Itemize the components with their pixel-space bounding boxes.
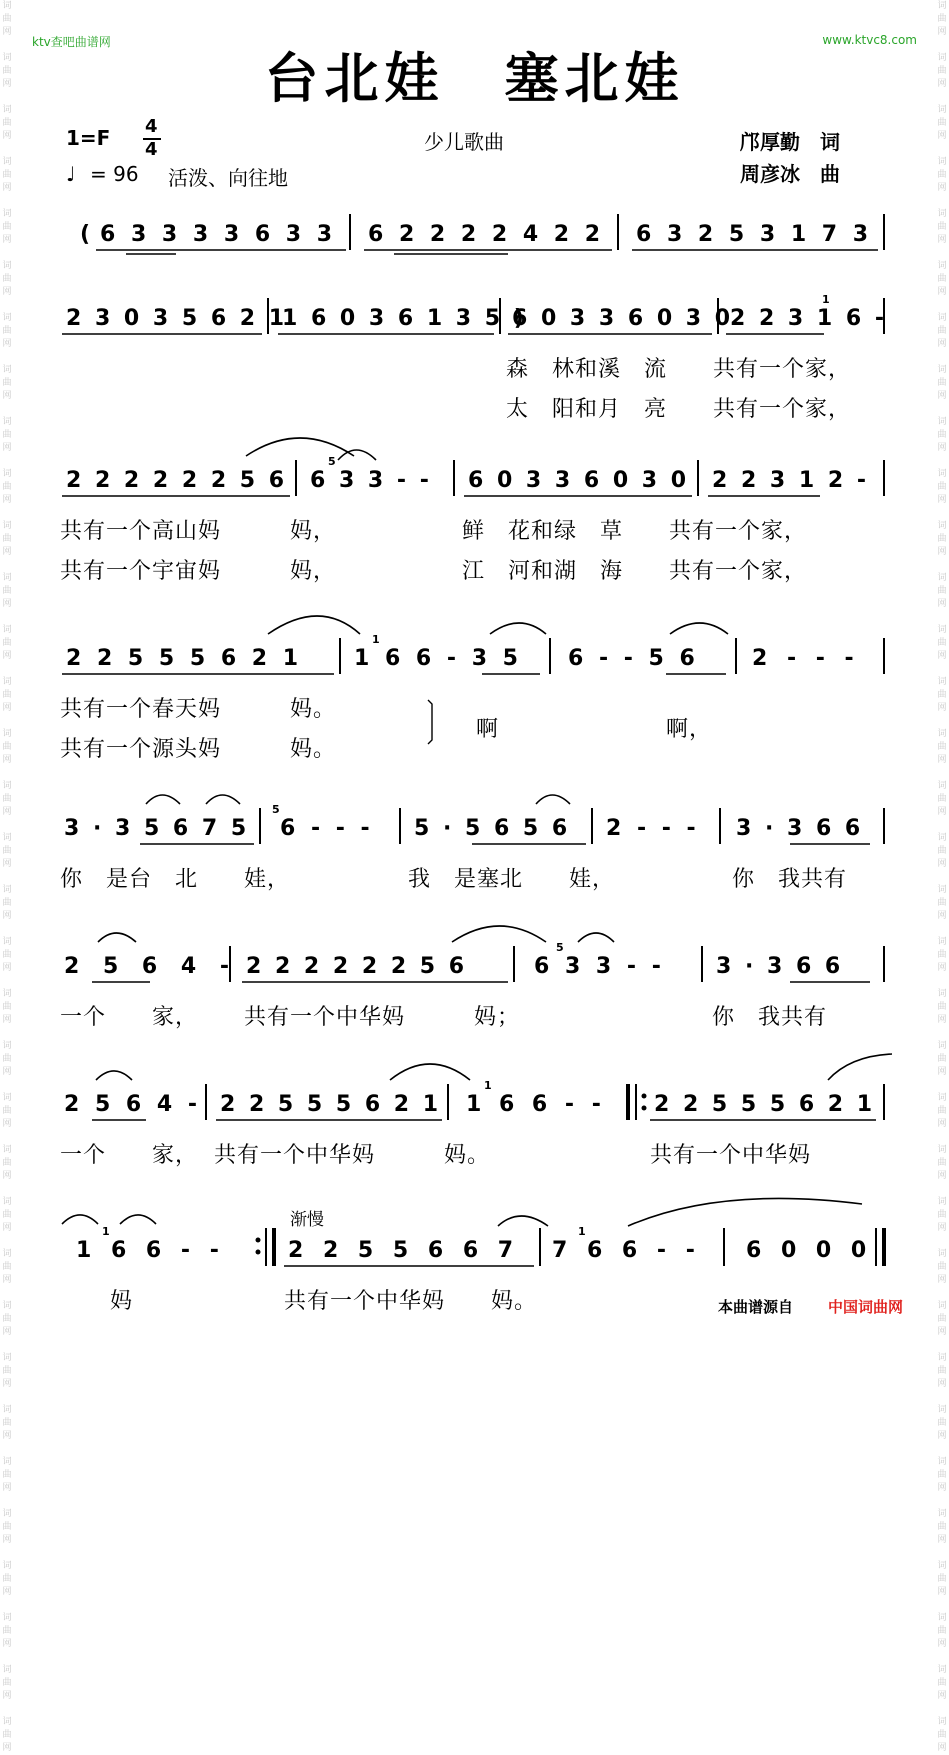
measure-notes: 6 - - 5 6 (568, 646, 699, 671)
beams (62, 250, 878, 1266)
quarter-note-icon: ♩ (66, 162, 76, 186)
song-title: 台北娃 塞北娃 (264, 46, 685, 110)
lyric: 你 我共有 (712, 1005, 828, 1030)
lyric-verse-2: 太 阳和月 亮 共有一个家， (506, 397, 852, 422)
measure-notes: 6 3 2 5 3 1 7 3 (636, 222, 873, 247)
repeat-dot (256, 1250, 261, 1255)
measure-notes: 1 6 0 3 6 1 3 5 ) (282, 306, 527, 331)
measure-notes: 6 0 0 0 (746, 1238, 873, 1263)
measure-notes: 2 - - - (606, 816, 700, 841)
measure-notes: 3 · 3 6 6 (716, 954, 844, 979)
measure-notes: 2 - - - (752, 646, 860, 671)
slur (578, 933, 614, 942)
lyric: 妈 (110, 1289, 134, 1314)
lyric: 共有一个中华妈 妈； (244, 1005, 521, 1030)
measure-notes: 2 2 5 5 5 6 2 1 (654, 1092, 876, 1117)
lyric-verse-1: 共有一个高山妈 妈， (60, 519, 337, 544)
footer-source-label: 本曲谱源自 (718, 1298, 794, 1316)
time-signature-bottom: 4 (145, 139, 158, 160)
measure-notes: 2 2 3 1 6 - (730, 306, 887, 331)
measure-notes: 2 2 2 2 2 2 5 6 (246, 954, 468, 979)
measure-notes: 6 3 3 - - (534, 954, 665, 979)
repeat-dot (642, 1094, 647, 1099)
measure-notes: 7 6 6 - - (552, 1238, 701, 1263)
lyric-chorus: 啊， (666, 717, 713, 742)
slur (490, 623, 546, 634)
slur (390, 1064, 470, 1080)
measure-notes: 1 6 6 - 3 5 (354, 646, 522, 671)
slur (670, 623, 728, 634)
lyric-verse-2: 共有一个宇宙妈 妈， (60, 559, 337, 584)
grace-note: 1 (102, 1225, 110, 1238)
slur (268, 616, 360, 634)
lyric: 我 是塞北 娃， (408, 867, 616, 892)
left-watermark-stripe: 词 曲 网 词 曲 网 词 曲 网 词 曲 网 词 曲 网 词 曲 网 词 曲 网 词 曲 网 词 曲 网 词 曲 网 词 曲 网 词 曲 网 词 曲 网 词 曲 网 词 曲 网 词 曲 网 词 曲 网 词 曲 网 词 曲 网 词 曲 网 词 曲 网 词 曲 网 词 曲 网 词 曲 网 词 曲 网 词 曲 网 词 曲 网 词 曲 网 词 曲 网 词 曲 网 词 曲 网 词 曲 网 词 曲 网 词 曲 网 (2, 1, 12, 1753)
slur (498, 1216, 548, 1226)
tempo-change-marking: 渐慢 (290, 1210, 324, 1230)
lyric-verse-2: 共有一个源头妈 妈。 (60, 737, 337, 762)
barlines (206, 214, 884, 1266)
slur (146, 795, 180, 804)
slurs (62, 438, 892, 1226)
measure-notes: 6 0 3 3 6 0 3 0 (468, 468, 690, 493)
key-signature: 1=F (66, 126, 111, 150)
tempo-marking: = 96 (90, 162, 139, 186)
lyric: 你 我共有 (732, 867, 848, 892)
lyric: 共有一个中华妈 妈。 (284, 1289, 538, 1314)
measure-notes: 6 3 3 - - (310, 468, 432, 493)
slur (628, 1198, 862, 1226)
lyricist-credit: 邝厚勤 词 (740, 130, 840, 154)
slur (96, 1071, 132, 1080)
slur (338, 450, 376, 460)
slur (206, 795, 240, 804)
watermark-right: www.ktvc8.com (822, 33, 917, 47)
measure-notes: 5 · 5 6 5 6 (414, 816, 571, 841)
verse-bracket (428, 700, 432, 744)
measure-notes: 6 0 3 3 6 0 3 0 (512, 306, 734, 331)
lyric: 一个 家， (60, 1005, 199, 1030)
slur (120, 1215, 156, 1224)
right-watermark-stripe: 词 曲 网 词 曲 网 词 曲 网 词 曲 网 词 曲 网 词 曲 网 词 曲 网 词 曲 网 词 曲 网 词 曲 网 词 曲 网 词 曲 网 词 曲 网 词 曲 网 词 曲 网 词 曲 网 词 曲 网 词 曲 网 词 曲 网 词 曲 网 词 曲 网 词 曲 网 词 曲 网 词 曲 网 词 曲 网 词 曲 网 词 曲 网 词 曲 网 词 曲 网 词 曲 网 词 曲 网 词 曲 网 词 曲 网 词 曲 网 (937, 1, 947, 1753)
measure-notes: 2 5 6 4 - (64, 954, 237, 979)
measure-notes: 6 3 3 3 3 6 3 3 (100, 222, 337, 247)
measure-notes: 6 - - - (280, 816, 374, 841)
slur (536, 795, 570, 804)
slur (98, 933, 136, 942)
lyric-verse-1: 森 林和溪 流 共有一个家， (506, 357, 852, 382)
lyric: 一个 家， (60, 1143, 199, 1168)
lyric: 共有一个中华妈 (650, 1143, 812, 1168)
lyric-verse-1: 共有一个春天妈 妈。 (60, 697, 337, 722)
measure-notes: 2 2 5 5 5 6 2 1 (220, 1092, 442, 1117)
measure-notes: 3 · 3 5 6 7 5 (64, 816, 250, 841)
footer-source-name: 中国词曲网 (828, 1298, 904, 1316)
measure-notes: 2 2 2 2 2 2 5 6 (66, 468, 288, 493)
measure-notes: 1 6 6 - - (466, 1092, 606, 1117)
slur (452, 926, 546, 942)
watermark-left: ktv查吧曲谱网 (32, 35, 111, 49)
measure-notes: 1 6 6 - - (76, 1238, 225, 1263)
measure-notes: 2 3 0 3 5 6 2 1 (66, 306, 288, 331)
lyric: 你 是台 北 娃， (60, 867, 291, 892)
open-parenthesis: ( (80, 222, 91, 247)
lyric: 共有一个中华妈 妈。 (214, 1143, 491, 1168)
measure-notes: 2 2 5 5 6 6 7 (288, 1238, 520, 1263)
repeat-dot (256, 1238, 261, 1243)
grace-note: 1 (372, 633, 380, 646)
time-signature-top: 4 (145, 116, 158, 137)
genre-label: 少儿歌曲 (424, 130, 504, 154)
repeat-dot (642, 1106, 647, 1111)
composer-credit: 周彦冰 曲 (740, 162, 840, 186)
measure-notes: 2 2 3 1 2 - (712, 468, 869, 493)
grace-note: 1 (484, 1079, 492, 1092)
slur (62, 1215, 98, 1224)
grace-note: 1 (578, 1225, 586, 1238)
measure-notes: 2 2 5 5 5 6 2 1 (66, 646, 303, 671)
lyric-verse-1: 鲜 花和绿 草 共有一个家， (462, 519, 808, 544)
grace-note: 5 (272, 803, 280, 816)
measure-notes: 2 5 6 4 - (64, 1092, 201, 1117)
lyric-verse-2: 江 河和湖 海 共有一个家， (462, 559, 808, 584)
slur (828, 1054, 892, 1080)
measure-notes: 6 2 2 2 2 4 2 2 (368, 222, 605, 247)
measure-notes: 3 · 3 6 6 (736, 816, 864, 841)
lyric-chorus: 啊 (476, 717, 500, 742)
grace-note: 5 (556, 941, 564, 954)
expression-marking: 活泼、向往地 (168, 166, 288, 190)
grace-note: 5 (328, 455, 336, 468)
repeat-dots (256, 1094, 647, 1255)
grace-note: 1 (822, 293, 830, 306)
slur (246, 438, 354, 456)
